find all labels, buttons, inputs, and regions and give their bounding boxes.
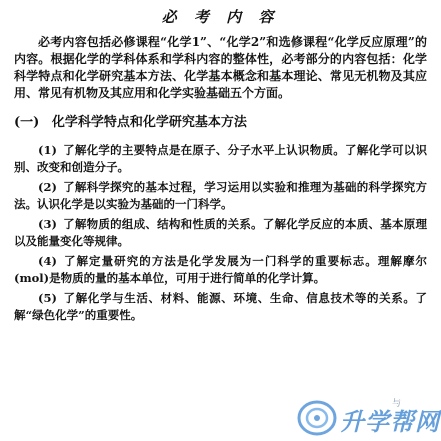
- list-item-index: (1): [38, 143, 57, 157]
- section-number: (一): [14, 115, 40, 130]
- list-item: [14, 216, 427, 250]
- list-item: [14, 179, 427, 213]
- intro-paragraph: 必考内容包括必修课程“化学1”、“化学2”和选修课程“化学反应原理”的内容。根据化学的学科体系和学科内容的整体性，必考部分的内容包括：化学科学特点和化学研究基本方法、化学基本概念和基本理论、常见无机物及其应用、常见有机物及其应用和化学实验基础五个方面。: [14, 35, 427, 100]
- list-item-text: 了解化学的主要特点是在原子、分子水平上认识物质。了解化学可以识别、改变和创造分子。: [14, 143, 427, 174]
- list-item: [14, 253, 427, 287]
- list-item: [14, 142, 427, 176]
- list-item-index: (2): [38, 180, 57, 194]
- page-title: 必 考 内 容: [161, 8, 280, 26]
- list-item-index: (5): [38, 291, 57, 305]
- list-item-text: 了解定量研究的方法是化学发展为一门科学的重要标志。理解摩尔(mol)是物质的量的基本单位，可用于进行简单的化学计算。: [14, 254, 427, 285]
- watermark-small-text: 与: [392, 399, 402, 409]
- list-item-text: 了解化学与生活、材料、能源、环境、生命、信息技术等的关系。了解“绿色化学”的重要性。: [14, 291, 427, 322]
- watermark: [296, 396, 440, 440]
- list-item-index: (4): [38, 254, 57, 268]
- watermark-brand-text: 升学帮网: [340, 408, 440, 436]
- list-item-text: 了解科学探究的基本过程，学习运用以实验和推理为基础的科学探究方法。认识化学是以实验为基础的一门科学。: [14, 180, 427, 211]
- watermark-logo-icon: [296, 398, 338, 438]
- list-item: [14, 290, 427, 324]
- list-item-text: 了解物质的组成、结构和性质的关系。了解化学反应的本质、基本原理以及能量变化等规律。: [14, 217, 427, 248]
- section-heading-text: 化学科学特点和化学研究基本方法: [51, 115, 247, 130]
- section-heading: [14, 114, 427, 132]
- list-item-index: (3): [38, 217, 57, 231]
